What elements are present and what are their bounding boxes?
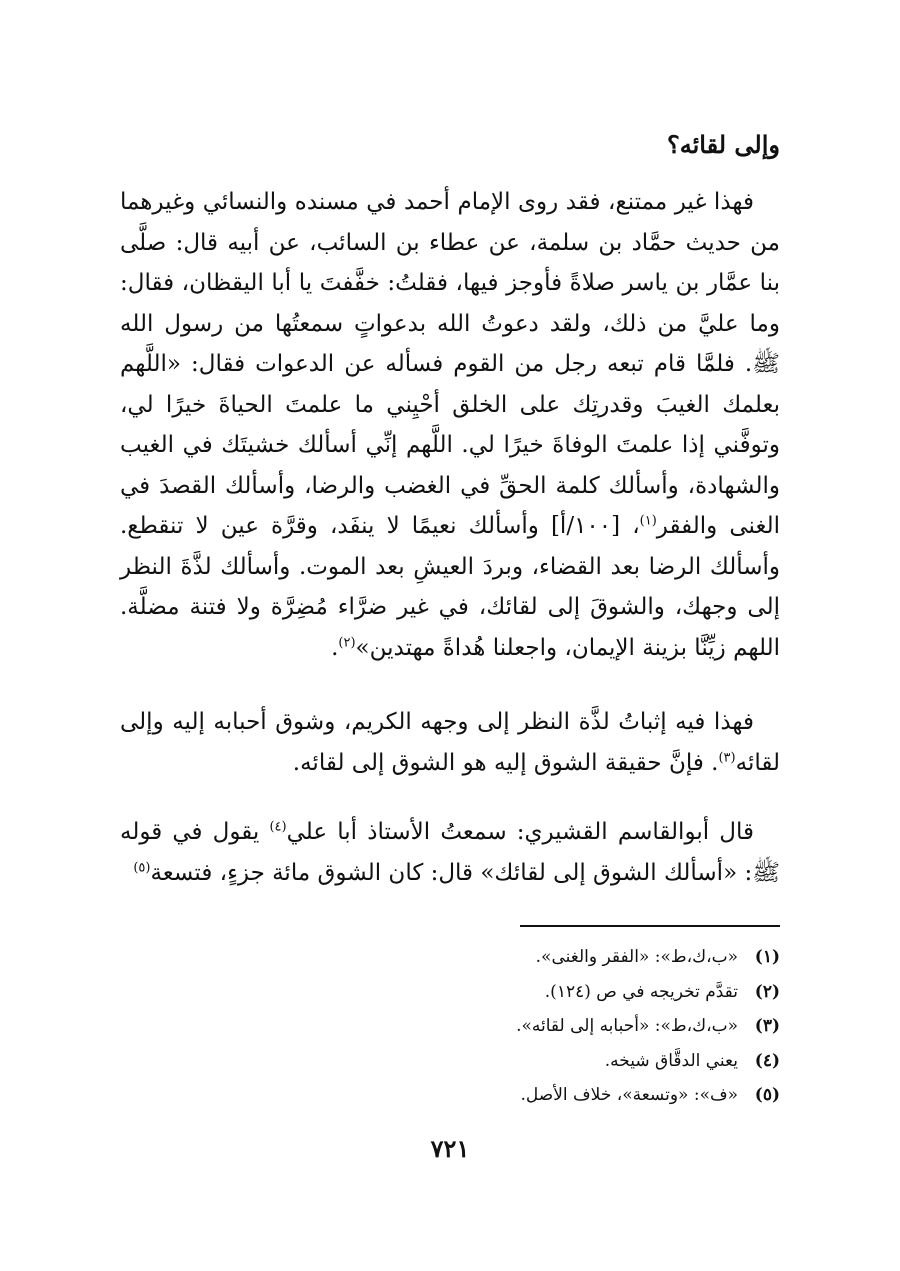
paragraph-text: . فإنَّ حقيقة الشوق إليه هو الشوق إلى لقائه. bbox=[292, 749, 719, 776]
footnote-text: «ب،ك،ط»: «أحبابه إلى لقائه». bbox=[516, 1016, 738, 1036]
footnote-text: «ف»: «وتسعة»، خلاف الأصل. bbox=[520, 1085, 738, 1105]
paragraph-text: قال أبوالقاسم القشيري: سمعتُ الأستاذ أبا علي bbox=[286, 819, 754, 845]
footnote-item bbox=[120, 975, 780, 1010]
footnote-number: (٢) bbox=[754, 981, 780, 1002]
paragraph-text: فهذا فيه إثباتُ لذَّة النظر إلى وجهه الكريم، وشوق أحبابه إليه وإلى لقائه bbox=[120, 709, 780, 776]
paragraph-text: ، [١٠٠/أ] وأسألك نعيمًا لا ينفَد، وقرَّة عين لا تنقطع. وأسألك الرضا بعد القضاء، وبردَ العيشِ بعد الموت. وأسألك لذَّةَ النظر إلى وجهك، والشوقَ إلى لقائك، في غير ضرَّاء مُضِرَّة ولا فتنة مضلَّة. اللهم زيِّنَّا بزينة الإيمان، واجعلنا هُداةً مهتدين» bbox=[120, 513, 780, 661]
continuation-line: وإلى لقائه؟ bbox=[667, 130, 780, 159]
footnote-ref[interactable]: (١) bbox=[639, 513, 657, 529]
paragraph-hadith bbox=[120, 182, 780, 668]
paragraph-text: . bbox=[331, 634, 339, 661]
footnote-number: (١) bbox=[754, 947, 780, 967]
footnote-number: (٤) bbox=[754, 1050, 780, 1071]
paragraph-commentary bbox=[120, 702, 780, 783]
footnote-ref[interactable]: (٣) bbox=[718, 749, 736, 765]
footnote-text: «ب،ك،ط»: «الفقر والغنى». bbox=[535, 947, 738, 967]
paragraph-text: يقول في قوله ﷺ: «أسألك الشوق إلى لقائك» قال: كان الشوق مائة جزءٍ، فتسعة bbox=[120, 819, 780, 886]
page-number: ٧٢١ bbox=[430, 1134, 470, 1163]
footnote-item bbox=[120, 940, 780, 975]
footnote-item bbox=[120, 1044, 780, 1079]
footnotes-list bbox=[120, 940, 780, 1113]
footnote-item bbox=[120, 1009, 780, 1044]
footnote-ref[interactable]: (٢) bbox=[338, 634, 356, 650]
paragraph-qushayri bbox=[120, 812, 780, 893]
footnote-text: تقدَّم تخريجه في ص (١٢٤). bbox=[544, 981, 738, 1002]
footnote-text: يعني الدقَّاق شيخه. bbox=[604, 1050, 738, 1071]
footnote-ref[interactable]: (٥) bbox=[133, 859, 151, 875]
footnote-item bbox=[120, 1078, 780, 1113]
footnote-number: (٥) bbox=[754, 1085, 780, 1105]
footnote-divider bbox=[520, 925, 780, 927]
paragraph-text: فهذا غير ممتنع، فقد روى الإمام أحمد في مسنده والنسائي وغيرهما من حديث حمَّاد بن سلمة، عن عطاء بن السائب، عن أبيه قال: صلَّى بنا عمَّار بن ياسر صلاةً فأوجز فيها، فقلتُ: خفَّفتَ يا أبا اليقظان، فقال: وما عليَّ من ذلك، ولقد دعوتُ الله بدعواتٍ سمعتُها من رسول الله ﷺ. فلمَّا قام تبعه رجل من القوم فسأله عن الدعوات فقال: «اللَّهم بعلمك الغيبَ وقدرتِك على الخلق أحْيِني ما علمتَ الحياةَ خيرًا لي، وتوفَّني إذا علمتَ الوفاةَ خيرًا لي. اللَّهم إنِّي أسألك خشيتَك في الغيب والشهادة، وأسألك كلمة الحقِّ في الغضب والرضا، وأسألك القصدَ في الغنى والفقر bbox=[120, 189, 780, 539]
footnote-number: (٣) bbox=[754, 1016, 780, 1036]
footnote-ref[interactable]: (٤) bbox=[269, 819, 287, 835]
